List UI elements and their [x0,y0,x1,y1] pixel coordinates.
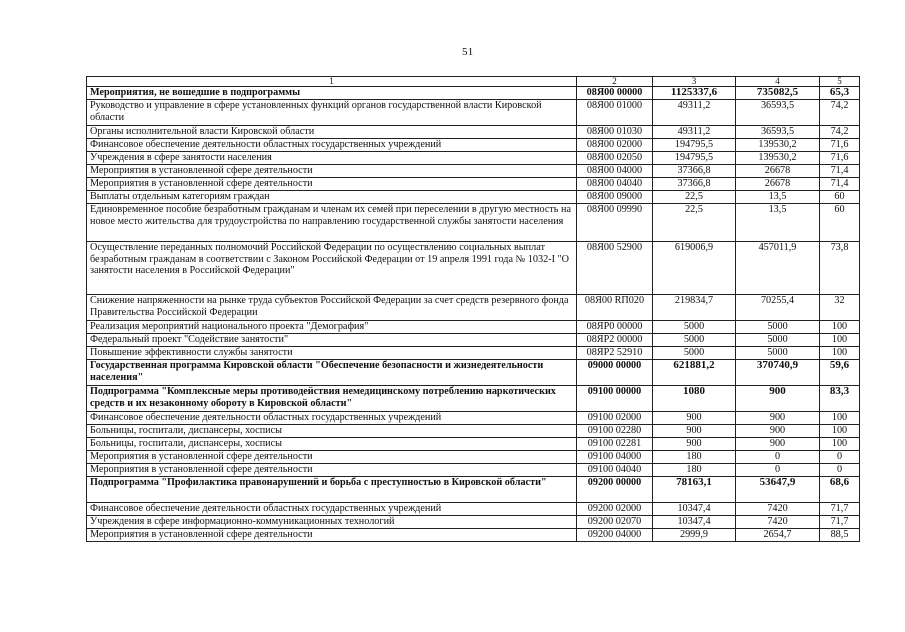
table-row [87,438,860,451]
row-name-cell: Единовременное пособие безработным гражданам и членам их семей при переселении в другую местность на новое место жительства для трудоустройства по направлению государственной службы занятости населения [87,204,577,242]
row-name-cell: Подпрограмма "Профилактика правонарушений и борьба с преступностью в Кировской области" [87,477,577,503]
row-col5-cell: 71,7 [820,503,860,516]
row-name-cell: Больницы, госпитали, диспансеры, хосписы [87,438,577,451]
row-code-cell: 09200 00000 [577,477,653,503]
table-row [87,321,860,334]
row-col5-cell: 100 [820,347,860,360]
row-col4-cell: 26678 [736,165,820,178]
row-code-cell: 08Я00 09990 [577,204,653,242]
row-name-cell: Мероприятия в установленной сфере деятельности [87,165,577,178]
row-col5-cell: 0 [820,464,860,477]
row-code-cell: 08Я00 02050 [577,152,653,165]
table-row [87,516,860,529]
row-col3-cell: 900 [653,412,736,425]
row-name-cell: Мероприятия в установленной сфере деятельности [87,464,577,477]
row-col4-cell: 5000 [736,347,820,360]
row-code-cell: 09100 04040 [577,464,653,477]
table-row [87,87,860,100]
row-col4-cell: 900 [736,425,820,438]
row-name-cell: Повышение эффективности службы занятости [87,347,577,360]
row-col4-cell: 2654,7 [736,529,820,542]
table-row [87,165,860,178]
header-cell-5: 5 [820,77,860,87]
row-name-cell: Мероприятия, не вошедшие в подпрограммы [87,87,577,100]
row-code-cell: 08Я00 00000 [577,87,653,100]
row-name-cell: Подпрограмма "Комплексные меры противодействия немедицинскому потреблению наркотических средств и их незаконному обороту в Кировской области" [87,386,577,412]
row-code-cell: 08Я00 02000 [577,139,653,152]
row-col4-cell: 70255,4 [736,295,820,321]
row-code-cell: 08Я00 52900 [577,242,653,295]
row-col3-cell: 22,5 [653,191,736,204]
table-row [87,347,860,360]
row-col4-cell: 7420 [736,503,820,516]
row-name-cell: Учреждения в сфере информационно-коммуникационных технологий [87,516,577,529]
header-cell-1: 1 [87,77,577,87]
row-name-cell: Осуществление переданных полномочий Российской Федерации по осуществлению социальных выплат безработным гражданам в соответствии с Законом Российской Федерации от 19 апреля 1991 года № 1032-I "О занятости населения в Российской Федерации" [87,242,577,295]
row-code-cell: 09000 00000 [577,360,653,386]
row-col5-cell: 100 [820,425,860,438]
table-row [87,295,860,321]
row-name-cell: Мероприятия в установленной сфере деятельности [87,451,577,464]
row-col3-cell: 1125337,6 [653,87,736,100]
row-code-cell: 08ЯР2 52910 [577,347,653,360]
row-name-cell: Учреждения в сфере занятости населения [87,152,577,165]
row-code-cell: 08Я00 04000 [577,165,653,178]
row-name-cell: Выплаты отдельным категориям граждан [87,191,577,204]
row-col4-cell: 0 [736,464,820,477]
row-col3-cell: 37366,8 [653,165,736,178]
row-col3-cell: 78163,1 [653,477,736,503]
row-col5-cell: 88,5 [820,529,860,542]
table-row [87,477,860,503]
row-col3-cell: 37366,8 [653,178,736,191]
table-row [87,529,860,542]
row-name-cell: Органы исполнительной власти Кировской области [87,126,577,139]
row-col5-cell: 59,6 [820,360,860,386]
row-col3-cell: 5000 [653,321,736,334]
row-col4-cell: 900 [736,438,820,451]
row-col4-cell: 53647,9 [736,477,820,503]
budget-table [86,76,860,542]
row-col4-cell: 900 [736,412,820,425]
row-col5-cell: 100 [820,438,860,451]
row-name-cell: Государственная программа Кировской области "Обеспечение безопасности и жизнедеятельности населения" [87,360,577,386]
row-col5-cell: 71,7 [820,516,860,529]
row-code-cell: 09100 04000 [577,451,653,464]
budget-table-body [87,77,860,542]
row-col3-cell: 1080 [653,386,736,412]
table-row [87,100,860,126]
table-row [87,464,860,477]
table-row [87,334,860,347]
row-code-cell: 08ЯР0 00000 [577,321,653,334]
row-name-cell: Руководство и управление в сфере установленных функций органов государственной власти Кировской области [87,100,577,126]
row-col3-cell: 219834,7 [653,295,736,321]
row-code-cell: 09100 02280 [577,425,653,438]
row-col3-cell: 5000 [653,347,736,360]
row-col3-cell: 10347,4 [653,516,736,529]
row-code-cell: 09100 02000 [577,412,653,425]
table-row [87,204,860,242]
table-row [87,178,860,191]
header-cell-4: 4 [736,77,820,87]
table-row [87,412,860,425]
row-col5-cell: 60 [820,191,860,204]
row-col3-cell: 621881,2 [653,360,736,386]
row-code-cell: 08ЯР2 00000 [577,334,653,347]
row-col5-cell: 100 [820,334,860,347]
row-name-cell: Реализация мероприятий национального проекта "Демография" [87,321,577,334]
row-col4-cell: 139530,2 [736,152,820,165]
row-col3-cell: 49311,2 [653,100,736,126]
row-code-cell: 08Я00 09000 [577,191,653,204]
row-col3-cell: 2999,9 [653,529,736,542]
row-name-cell: Финансовое обеспечение деятельности областных государственных учреждений [87,139,577,152]
row-col4-cell: 457011,9 [736,242,820,295]
row-code-cell: 09100 00000 [577,386,653,412]
table-row [87,152,860,165]
row-code-cell: 08Я00 01030 [577,126,653,139]
row-col3-cell: 900 [653,425,736,438]
table-row [87,425,860,438]
row-name-cell: Мероприятия в установленной сфере деятельности [87,529,577,542]
row-code-cell: 08Я00 04040 [577,178,653,191]
row-col3-cell: 49311,2 [653,126,736,139]
header-cell-3: 3 [653,77,736,87]
row-col5-cell: 74,2 [820,126,860,139]
row-col4-cell: 139530,2 [736,139,820,152]
row-col4-cell: 370740,9 [736,360,820,386]
row-col4-cell: 7420 [736,516,820,529]
row-col5-cell: 73,8 [820,242,860,295]
row-col3-cell: 900 [653,438,736,451]
row-name-cell: Финансовое обеспечение деятельности областных государственных учреждений [87,412,577,425]
row-col3-cell: 194795,5 [653,139,736,152]
row-col5-cell: 74,2 [820,100,860,126]
row-col3-cell: 10347,4 [653,503,736,516]
header-cell-2: 2 [577,77,653,87]
row-col3-cell: 5000 [653,334,736,347]
row-name-cell: Финансовое обеспечение деятельности областных государственных учреждений [87,503,577,516]
row-code-cell: 09200 02070 [577,516,653,529]
row-col5-cell: 60 [820,204,860,242]
row-col4-cell: 5000 [736,334,820,347]
row-col5-cell: 0 [820,451,860,464]
row-name-cell: Мероприятия в установленной сфере деятельности [87,178,577,191]
table-row [87,386,860,412]
row-code-cell: 09200 02000 [577,503,653,516]
table-row [87,451,860,464]
row-code-cell: 08Я00 01000 [577,100,653,126]
table-row [87,126,860,139]
row-col5-cell: 32 [820,295,860,321]
table-row [87,503,860,516]
row-col4-cell: 13,5 [736,204,820,242]
row-col4-cell: 0 [736,451,820,464]
row-col3-cell: 180 [653,464,736,477]
table-row [87,191,860,204]
row-col5-cell: 100 [820,321,860,334]
row-col5-cell: 71,4 [820,165,860,178]
row-col4-cell: 735082,5 [736,87,820,100]
row-col4-cell: 36593,5 [736,100,820,126]
row-name-cell: Снижение напряженности на рынке труда субъектов Российской Федерации за счет средств резервного фонда Правительства Российской Федерации [87,295,577,321]
row-col3-cell: 22,5 [653,204,736,242]
row-name-cell: Больницы, госпитали, диспансеры, хосписы [87,425,577,438]
row-code-cell: 09200 04000 [577,529,653,542]
row-col3-cell: 619006,9 [653,242,736,295]
row-code-cell: 09100 02281 [577,438,653,451]
row-col4-cell: 13,5 [736,191,820,204]
row-col5-cell: 71,6 [820,139,860,152]
row-col5-cell: 71,6 [820,152,860,165]
row-col5-cell: 83,3 [820,386,860,412]
row-col3-cell: 194795,5 [653,152,736,165]
row-col5-cell: 100 [820,412,860,425]
row-col3-cell: 180 [653,451,736,464]
row-col4-cell: 36593,5 [736,126,820,139]
row-code-cell: 08Я00 RП020 [577,295,653,321]
table-row [87,242,860,295]
page-number: 51 [462,46,474,58]
table-row [87,360,860,386]
row-col4-cell: 26678 [736,178,820,191]
table-row [87,139,860,152]
row-col5-cell: 65,3 [820,87,860,100]
row-col5-cell: 71,4 [820,178,860,191]
header-row [87,77,860,87]
row-col4-cell: 5000 [736,321,820,334]
row-name-cell: Федеральный проект "Содействие занятости" [87,334,577,347]
row-col5-cell: 68,6 [820,477,860,503]
row-col4-cell: 900 [736,386,820,412]
